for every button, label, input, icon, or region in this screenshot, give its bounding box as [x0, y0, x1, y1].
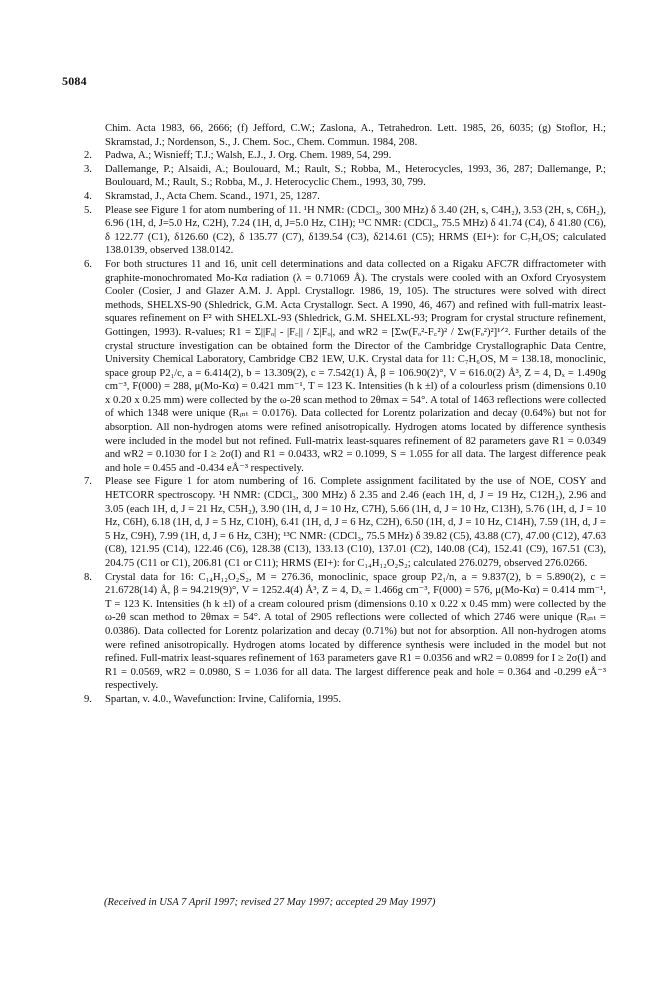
reference-text: For both structures 11 and 16, unit cell determinations and data collected on a Rigaku AFC7R diffractometer with graphite-monochromated Mo-Kα radiation (λ = 0.71069 Å). The crystals were cooled with an Oxford Cryosystem Cooler (Cosier, J and Glazer A.M. J. Appl. Crystallogr. 1986, 19, 105). The structures were solved with direct methods, SHELXS-90 (Shledrick, G.M. Acta Crystallogr. Sect. A 1990, 46, 467) and refined with full-matrix least-squares refinement on F² with SHELXL-93 (Shledrick, G.M. SHELXL-93; Program for crystal structure refinement, Gottingen, 1993). R-values; R1 = Σ||Fₒ| - |F꜀|| / Σ|Fₒ|, and wR2 = [Σw(Fₒ²-F꜀²)² / Σw(Fₒ²)²]¹ᐟ². Further details of the crystal structure investigation can be obtained form the Director of the Cambridge Crystallographic Data Centre, University Chemical Laboratory, Cambridge CB2 1EW, U.K. Crystal data for 11: C₇H₆OS, M = 138.18, monoclinic, space group P2₁/c, a = 6.414(2), b = 13.309(2), c = 7.542(1) Å, β = 106.90(2)°, V = 616.0(2) Å³, Z = 4, Dₓ = 1.490g cm⁻³, F(000) = 288, μ(Mo-Kα) = 0.421 mm⁻¹, T = 123 K. Intensities (h k ±l) of a colourless prism (dimensions 0.10 x 0.20 x 0.25 mm) were collected by the ω-2θ scan method to 2θmax = 54°. A total of 1463 reflections were collected of which 1348 were unique (Rᵢₙₜ = 0.0176). Data collected for Lorentz polarization and decay (0.64%) but not for absorption. All non-hydrogen atoms were refined anisotropically. Hydrogen atoms located by difference synthesis were included in the model but not refined. Full-matrix least-squares refinement of 82 parameters gave R1 = 0.0349 and wR2 = 0.1030 for I ≥ 2σ(I) and R1 = 0.0433, wR2 = 0.1099, S = 1.055 for all data. The largest difference peak and hole = 0.455 and -0.434 eÅ⁻³ respectively.: [105, 258, 606, 474]
reference-text: Skramstad, J., Acta Chem. Scand., 1971, 25, 1287.: [105, 190, 320, 202]
reference-number: 8.: [84, 571, 92, 583]
reference-number: 5.: [84, 204, 92, 216]
reference-item: [88, 122, 606, 149]
page-number: 5084: [62, 74, 87, 88]
reference-item: [84, 190, 606, 204]
reference-item: [84, 149, 606, 163]
reference-item: [84, 693, 606, 707]
reference-text: Please see Figure 1 for atom numbering of 11. ¹H NMR: (CDCl₃, 300 MHz) δ 3.40 (2H, s, C4H₂), 3.53 (2H, s, C6H₂), 6.96 (1H, d, J=5.0 Hz, C2H), 7.24 (1H, d, J=5.0 Hz, C1H); ¹³C NMR: (CDCl₃, 75.5 MHz) δ 41.74 (C4), δ 41.80 (C6), δ 122.77 (C1), δ126.60 (C2), δ 135.77 (C7), δ139.54 (C3), δ214.61 (C5); HRMS (EI+): for C₇H₆OS; calculated 138.0139, observed 138.0142.: [105, 204, 606, 257]
reference-number: 7.: [84, 476, 92, 488]
reference-text: Please see Figure 1 for atom numbering of 16. Complete assignment facilitated by the use of NOE, COSY and HETCORR spectroscopy. ¹H NMR: (CDCl₃, 300 MHz) δ 2.35 and 2.46 (each 1H, d, J = 19 Hz, C12H₂), 2.96 and 3.05 (each 1H, d, J = 21 Hz, C5H₂), 3.90 (1H, d, J = 10 Hz, C7H), 5.66 (1H, d, J = 10 Hz, C13H), 5.76 (1H, d, J = 10 Hz, C6H), 6.18 (1H, d, J = 5 Hz, C10H), 6.41 (1H, d, J = 6 Hz, C2H), 6.50 (1H, d, J = 10 Hz, C14H), 7.59 (1H, d, J = 5 Hz, C9H), 7.99 (1H, d, J = 6 Hz, C3H); ¹³C NMR: (CDCl₃, 75.5 MHz) δ 39.82 (C5), 43.88 (C7), 47.00 (C12), 47.63 (C8), 121.95 (C14), 122.46 (C6), 128.38 (C13), 133.13 (C10), 137.01 (C2), 140.08 (C4), 152.41 (C9), 167.51 (C3), 204.75 (C11 or C1), 206.81 (C1 or C11); HRMS (EI+): for C₁₄H₁₂O₂S₂; calculated 276.0279, observed 276.0266.: [105, 476, 606, 569]
reference-text: Padwa, A.; Wisnieff; T.J.; Walsh, E.J., J. Org. Chem. 1989, 54, 299.: [105, 150, 392, 162]
reference-number: 9.: [84, 693, 92, 705]
reference-list: [84, 122, 606, 707]
reference-text: Crystal data for 16: C₁₄H₁₂O₂S₂, M = 276.36, monoclinic, space group P2₁/n, a = 9.837(2), b = 5.890(2), c = 21.6728(14) Å, β = 94.219(9)°, V = 1252.4(4) Å³, Z = 4, Dₓ = 1.466g cm⁻³, F(000) = 576, μ(Mo-Kα) = 0.414 mm⁻¹, T = 123 K. Intensities (h k ±l) of a cream coloured prism (dimensions 0.10 x 0.22 x 0.45 mm) were collected by the ω-2θ scan method to 2θmax = 54°. A total of 2905 reflections were collected of which 2746 were unique (Rᵢₙₜ = 0.0386). Data collected for Lorentz polarization and decay (0.71%) but not for absorption. All non-hydrogen atoms were refined anisotropically. Hydrogen atoms located by difference synthesis were included in the model but not refined. Full-matrix least-squares refinement of 163 parameters gave R1 = 0.0356 and wR2 = 0.0899 for I ≥ 2σ(I) and R1 = 0.0569, wR2 = 0.0980, S = 1.036 for all data. The largest difference peak and hole = 0.364 and -0.299 eÅ⁻³ respectively.: [105, 571, 606, 692]
reference-number: 3.: [84, 163, 92, 175]
reference-item: [84, 204, 606, 258]
reference-item: [84, 475, 606, 570]
reference-text: Spartan, v. 4.0., Wavefunction: Irvine, California, 1995.: [105, 693, 341, 705]
reference-text: Chim. Acta 1983, 66, 2666; (f) Jefford, C.W.; Zaslona, A., Tetrahedron. Lett. 1985, 26, 6035; (g) Stoflor, H.; Skramstad, J.; Nordenson, S., J. Chem. Soc., Chem. Commun. 1984, 208.: [105, 123, 606, 148]
reference-text: Dallemange, P.; Alsaidi, A.; Boulouard, M.; Rault, S.; Robba, M., Heterocycles, 1993, 36, 287; Dallemange, P.; Boulouard, M.; Rault, S.; Robba, M., J. Heterocyclic Chem., 1993, 30, 799.: [105, 163, 606, 189]
received-dates: (Received in USA 7 April 1997; revised 27 May 1997; accepted 29 May 1997): [104, 897, 436, 908]
reference-item: [84, 258, 606, 476]
reference-number: 4.: [84, 190, 92, 202]
reference-item: [84, 571, 606, 693]
reference-number: 2.: [84, 150, 92, 162]
reference-number: 6.: [84, 258, 92, 270]
reference-item: [84, 163, 606, 190]
